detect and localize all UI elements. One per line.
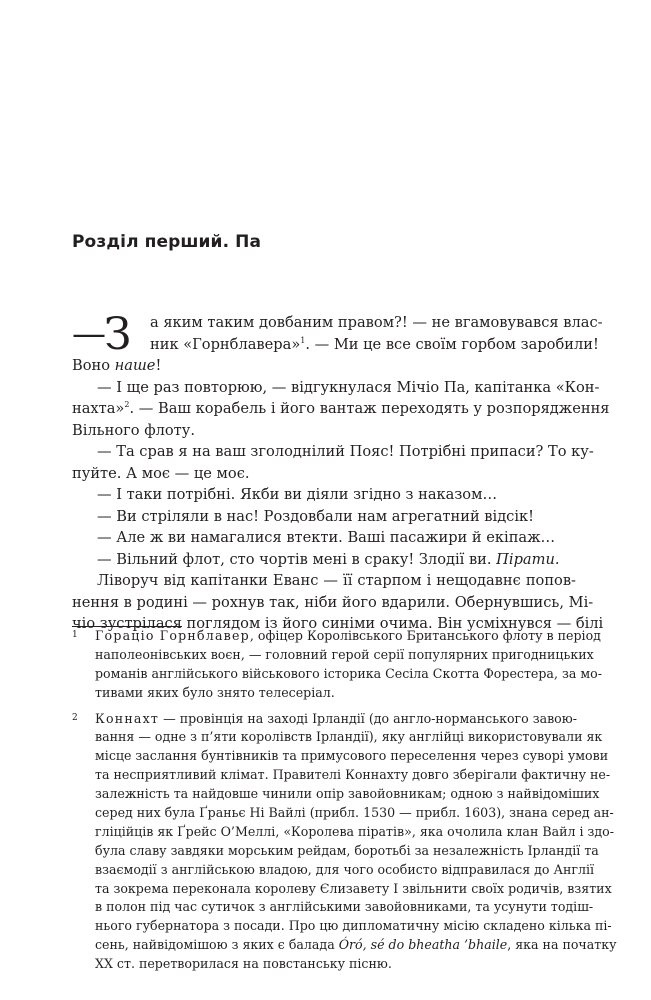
text-line: нього губернатора з посади. Про цю дипломатичну місію складено кілька пі- [95,918,612,934]
emphasis: наше [114,357,156,374]
text-line: гліційців як Ґрейс О’Меллі, «Королева піратів», яка очолила клан Вайл і здо- [95,823,614,839]
text-line: наполеонівських воєн, — головний герой серії популярних пригодницьких [95,646,594,662]
emphasis: Óró, sé do bheatha ’bhaile [338,937,508,953]
text-line: — Та срав я на ваш зголоднілий Пояс! Потрібні припаси? То ку- [97,443,594,460]
chapter-title: Розділ перший. Па [72,232,262,252]
dropcap-line-2 [72,334,599,356]
text-line [95,627,601,646]
text-line: Ліворуч від капітанки Еванс — її старпом і нещодавнє попов- [97,572,576,589]
text-line: серед них була Ґраньє Ні Вайлі (прибл. 1530 — прибл. 1603), знана серед ан- [95,805,614,821]
emphasis: Пірати. [496,550,560,568]
text-span: . — Ми це все своїм горбом заробили! [305,335,599,353]
footnote-2 [72,710,617,974]
text-line: та зокрема переконала королеву Єлизавету I звільнити своїх родичів, взятих [95,880,612,896]
text-line [150,334,599,356]
footnote-term: Коннахт [95,710,160,726]
text-line: романів англійського військового історика Сесіла Скотта Форестера, за мо- [95,665,602,681]
footnote-number: 2 [72,712,78,723]
text-span: , яка на початку [507,937,617,953]
text-line: — Ви стріляли в нас! Роздовбали нам агрегатний відсік! [97,507,535,525]
footnote-1 [72,627,602,703]
text-line: місце заслання бунтівників та примусового переселення через суворі умови [95,748,609,764]
text-line: та несприятливий клімат. Правителі Коннахту довго зберігали фактичну не- [95,767,611,783]
text-line [72,398,610,420]
footnote-number: 1 [72,630,78,640]
text-line: тивами яких було знято телесеріал. [95,684,335,700]
text-line: XX ст. перетворилася на повстанську пісню. [95,956,392,972]
drop-cap-letter: З [104,309,132,360]
text-span: . — Ваш корабель і його вантаж переходять у розпорядження [129,400,610,417]
footnote-term: Гораціо Горнблавер [95,628,250,643]
book-page [72,0,617,1000]
footnote-ref-2[interactable]: 2 [124,400,130,410]
chapter-body [72,309,610,635]
text-line: залежність та найдовше чинили опір завойовникам; одною з найвідоміших [95,786,600,802]
text-line [95,936,617,955]
text-line: а яким таким довбаним правом?! — не вгамовувався влас- [150,314,603,331]
text-span: ! [155,357,162,374]
text-span: — Вільний флот, сто чортів мені в сраку! Злодії ви. [97,550,497,568]
text-line: — І ще раз повторюю, — відгукнулася Мічіо Па, капітанка «Кон- [97,378,600,396]
text-line: Вільного флоту. [72,421,195,439]
text-span: сень, найвідомішою з яких є балада [95,937,339,953]
text-line: вання — одне з п’яти королівств Ірландії), яку англійці використовували як [95,729,603,745]
text-line [72,355,576,377]
footnote-ref-1[interactable]: 1 [300,335,306,345]
text-line: — Але ж ви намагалися втекти. Ваші пасажири й екіпаж… [97,529,556,546]
text-span: Воно [72,357,115,374]
footnotes [72,627,617,981]
text-line: нення в родині — рохнув так, ніби його вдарили. Обернувшись, Мі- [72,593,594,611]
text-line: була славу завдяки морським рейдам, боротьбі за незалежність Ірландії та [95,842,599,858]
text-span: ник «Горнблавера» [150,335,301,353]
text-span: нахта» [72,400,125,417]
text-span: — провінція на заході Ірландії (до англо-норманського завою- [159,710,577,726]
text-line [95,710,576,729]
text-line [72,549,576,571]
text-line: пуйте. А моє — це моє. [72,464,250,482]
text-span: , офіцер Королівського Британського флоту в період [249,628,601,643]
text-line: в полон під час сутичок з англійськими завойовниками, та усунути тодіш- [95,899,594,915]
lead-dash: — [72,314,106,354]
text-line: — І таки потрібні. Якби ви діяли згідно з наказом… [97,486,498,503]
text-line: чіо зустрілася поглядом із його синіми очима. Він усміхнувся — білі [72,615,604,632]
text-line: взаємодії з англійською владою, для чого особисто відправилася до Англії [95,861,595,877]
